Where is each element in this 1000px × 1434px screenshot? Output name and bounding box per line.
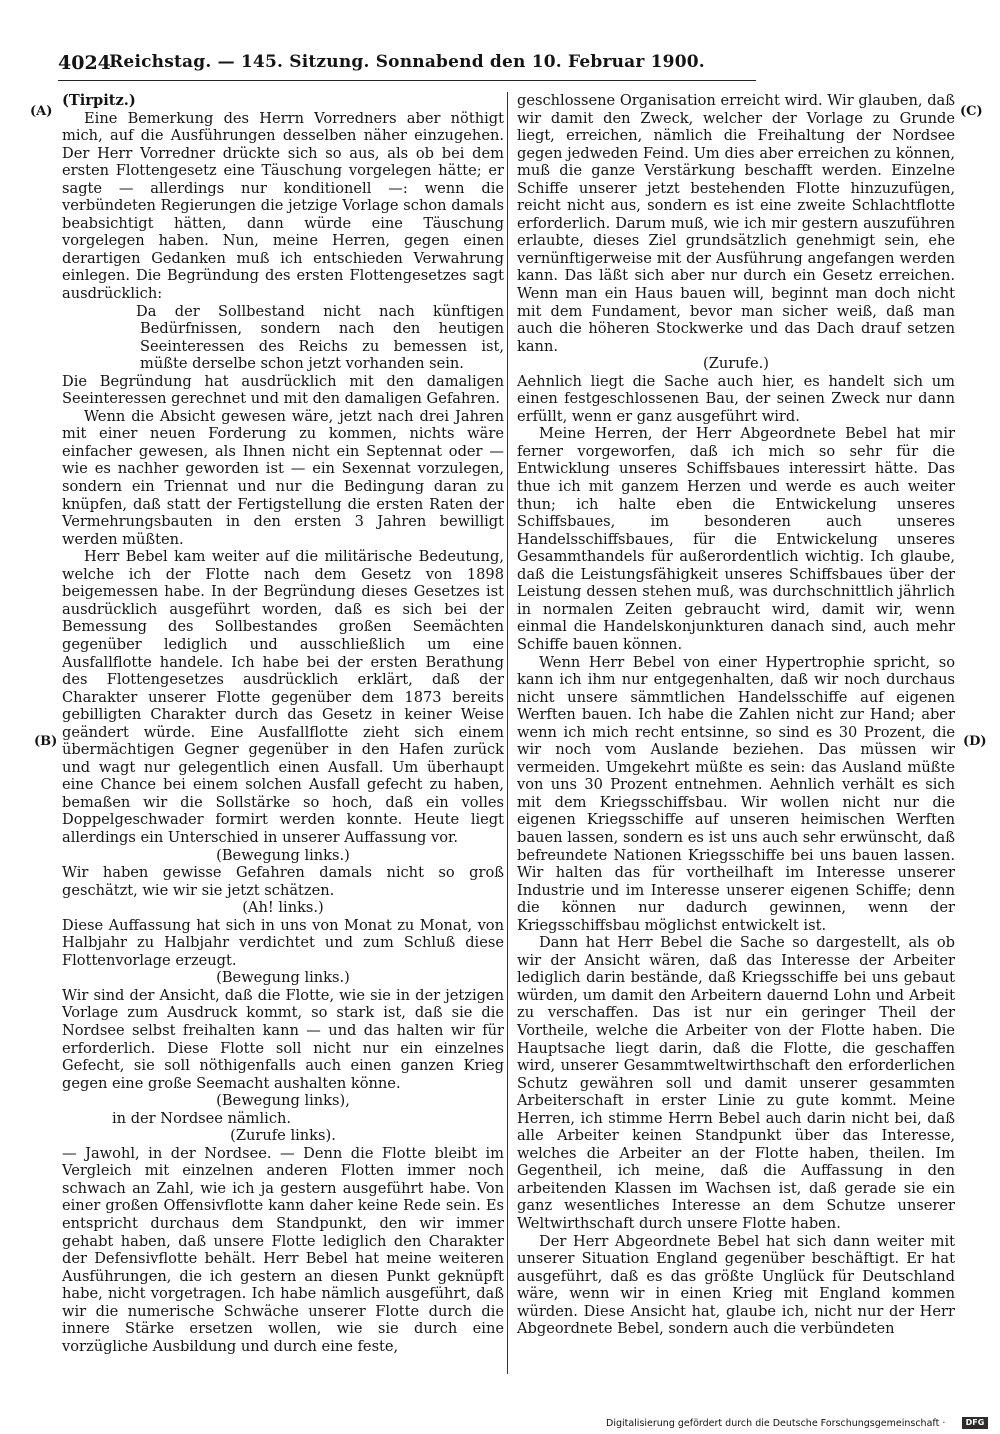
dfg-logo: DFG: [962, 1417, 988, 1429]
running-title: Reichstag. — 145. Sitzung. Sonnabend den 10. Februar 1900.: [109, 52, 705, 72]
left-column: [62, 92, 504, 1355]
paragraph: Wenn die Absicht gewesen wäre, jetzt nach drei Jahren mit einer neuen Forderung zu kommen, nichts wäre einfacher gewesen, als Ihnen nicht ein Septennat oder — wie es nachher geworden ist — ein Sexennat vorzulegen, sondern ein Triennat und nur die Bedingung daran zu knüpfen, daß statt der Fertigstellung die ersten Raten der Vermehrungsbauten in den ersten 3 Jahren bewilligt werden müßten.: [62, 407, 504, 548]
interjection: (Bewegung links.): [216, 969, 350, 987]
interjection: (Ah! links.): [242, 899, 324, 917]
margin-marker-a: (A): [30, 104, 53, 119]
page-number: 4024: [58, 52, 111, 74]
paragraph: Wir haben gewisse Gefahren damals nicht so groß geschätzt, wie wir sie jetzt schätzen.: [62, 864, 504, 899]
page-header: [58, 50, 756, 81]
column-divider: [507, 92, 508, 1374]
paragraph: in der Nordsee nämlich.: [112, 1109, 292, 1127]
paragraph: Eine Bemerkung des Herrn Vorredners aber nöthigt mich, auf die Ausführungen desselben näher einzugehen. Der Herr Vorredner drückte sich so aus, als ob bei dem ersten Flottengesetz eine Täuschung vorgelegen hätte; er sagte — allerdings nur konditionell —: wenn die verbündeten Regierungen die jetzige Vorlage schon damals beabsichtigt hätten, dann würde eine Täuschung vorgelegen haben. Nun, meine Herren, gegen einen derartigen Gedanken muß ich entschieden Verwahrung einlegen. Die Begründung des ersten Flottengesetzes sagt ausdrücklich:: [62, 109, 504, 303]
interjection: (Bewegung links),: [216, 1092, 350, 1110]
quoted-passage: Da der Sollbestand nicht nach künftigen Bedürfnissen, sondern nach den heutigen Seeinteressen des Reichs zu bemessen ist, müßte derselbe schon jetzt vorhanden sein.: [136, 302, 504, 373]
margin-marker-d: (D): [963, 734, 987, 749]
interjection: (Zurufe links).: [230, 1127, 336, 1145]
interjection: (Zurufe.): [703, 355, 769, 373]
paragraph: Meine Herren, der Herr Abgeordnete Bebel hat mir ferner vorgeworfen, daß ich mich so sehr für die Entwicklung unseres Schiffsbaues interessirt hätte. Das thue ich mit ganzem Herzen und werde es auch weiter thun; ich halte eben die Entwickelung unseres Schiffsbaues, im besonderen auch unseres Handelsschiffsbaues, für die Entwickelung unseres Gesammthandels für außerordentlich wichtig. Ich glaube, daß die Leistungsfähigkeit unseres Schiffsbaues über der Leistung dessen stehen muß, was durchschnittlich jährlich in normalen Zeiten gebraucht wird, damit wir, wenn einmal die Handelskonjunkturen danach sind, auch mehr Schiffe bauen können.: [517, 425, 955, 653]
paragraph: Herr Bebel kam weiter auf die militärische Bedeutung, welche ich der Flotte nach dem Gesetz von 1898 beigemessen habe. In der Begründung dieses Gesetzes ist ausdrücklich ausgeführt worden, daß es sich bei der Bemessung des Sollbestandes großen Seemächten gegenüber lediglich und ausschließlich um eine Ausfallflotte handele. Ich habe bei der ersten Berathung des Flottengesetzes ausdrücklich erklärt, daß der Charakter unserer Flotte gegenüber dem 1873 bereits gebilligten Charakter durch das Gesetz in keiner Weise geändert würde. Eine Ausfallflotte zieht sich einem übermächtigen Gegner gegenüber in den Hafen zurück und wagt nur gelegentlich einen Ausfall. Um überhaupt eine Chance bei einem solchen Ausfall gefecht zu haben, bemaßen wir die Sollstärke so hoch, daß ein volles Doppelgeschwader formirt werden konnte. Heute liegt allerdings ein Unterschied in unserer Auffassung vor.: [62, 548, 504, 846]
paragraph: Die Begründung hat ausdrücklich mit den damaligen Seeinteressen gerechnet und mit den damaligen Gefahren.: [62, 372, 504, 408]
right-column: [517, 92, 955, 1338]
margin-marker-b: (B): [34, 734, 58, 749]
paragraph: Wir sind der Ansicht, daß die Flotte, wie sie in der jetzigen Vorlage zum Ausdruck kommt, so stark ist, daß sie die Nordsee selbst freihalten kann — und das halten wir für erforderlich. Diese Flotte soll nicht nur ein einzelnes Gefecht, sie soll nöthigenfalls auch einen ganzen Krieg gegen eine große Seemacht aushalten könne.: [62, 986, 504, 1092]
paragraph: geschlossene Organisation erreicht wird. Wir glauben, daß wir damit den Zweck, welcher der Vorlage zu Grunde liegt, erreichen, nämlich die Freihaltung der Nordsee gegen jedweden Feind. Um dies aber erreichen zu können, muß die ganze Verstärkung beschafft werden. Einzelne Schiffe unserer jetzt bestehenden Flotte hinzuzufügen, reicht nicht aus, sondern es ist eine zweite Schlachtflotte erforderlich. Darum muß, wie ich mir gestern auszuführen erlaubte, dieses Ziel grundsätzlich genehmigt sein, ehe vernünftigerweise mit der Ausführung angefangen werden kann. Das läßt sich aber nur durch ein Gesetz erreichen. Wenn man ein Haus bauen will, beginnt man doch nicht mit dem Fundament, bevor man sicher weiß, daß man auch die höheren Stockwerke und das Dach drauf setzen kann.: [517, 92, 955, 355]
paragraph: Dann hat Herr Bebel die Sache so dargestellt, als ob wir der Ansicht wären, daß das Interesse der Arbeiter lediglich darin bestände, daß Kriegsschiffe bei uns gebaut würden, um damit den Arbeitern dauernd Lohn und Arbeit zu verschaffen. Das ist nur ein geringer Theil der Vortheile, welche die Arbeiter von der Flotte haben. Die Hauptsache liegt darin, daß die Flotte, die geschaffen wird, unserer Gesammtweltwirthschaft den erforderlichen Schutz gewähren soll und damit unserer gesammten Arbeiterschaft in erster Linie zu gute kommt. Meine Herren, ich stimme Herrn Bebel auch darin nicht bei, daß alle Arbeiter keinen Standpunkt über das Interesse, welches die Arbeiter an der Flotte haben, theilen. Im Gegentheil, ich meine, daß die Auffassung in den arbeitenden Klassen im Wachsen ist, daß gerade sie ein ganz wesentliches Interesse an dem Schutze unserer Weltwirthschaft durch unsere Flotte haben.: [517, 934, 955, 1232]
paragraph: Diese Auffassung hat sich in uns von Monat zu Monat, von Halbjahr zu Halbjahr verdichtet und zum Schluß diese Flottenvorlage erzeugt.: [62, 916, 504, 969]
paragraph: Wenn Herr Bebel von einer Hypertrophie spricht, so kann ich ihm nur entgegenhalten, daß wir noch durchaus nicht unsere sämmtlichen Handelsschiffe auf eigenen Werften bauen. Ich habe die Zahlen nicht zur Hand; aber wenn ich mich recht entsinne, so sind es 30 Prozent, die wir noch vom Auslande beziehen. Das müssen wir vermeiden. Umgekehrt müßte es sein: das Ausland müßte von uns 30 Prozent entnehmen. Aehnlich verhält es sich mit dem Kriegsschiffsbau. Wir wollen nicht nur die eigenen Kriegsschiffe auf unseren heimischen Werften bauen lassen, sondern es ist uns auch sehr erwünscht, daß befreundete Nationen Kriegsschiffe bei uns bauen lassen. Wir halten das für vortheilhaft im Interesse unserer Industrie und im Interesse unserer eigenen Schiffe; denn die können nur dadurch gewinnen, wenn der Kriegsschiffsbau möglichst entwickelt ist.: [517, 653, 955, 934]
paragraph: — Jawohl, in der Nordsee. — Denn die Flotte bleibt im Vergleich mit einzelnen anderen Flotten immer noch schwach an Zahl, wie ich ja gestern ausgeführt habe. Von einer großen Offensivflotte kann daher keine Rede sein. Es entspricht durchaus dem Standpunkt, den wir immer gehabt haben, daß unsere Flotte lediglich den Charakter der Defensivflotte behält. Herr Bebel hat meine weiteren Ausführungen, die ich gestern an diesen Punkt geknüpft habe, nicht vorgetragen. Ich habe nämlich ausgeführt, daß wir die numerische Schwäche unserer Flotte durch die innere Stärke ersetzen wollen, wie sie durch eine vorzügliche Ausbildung und durch eine feste,: [62, 1144, 504, 1355]
digitization-credit: Digitalisierung gefördert durch die Deutsche Forschungsgemeinschaft ·: [606, 1418, 946, 1429]
speaker-label: (Tirpitz.): [62, 92, 136, 109]
margin-marker-c: (C): [960, 104, 983, 119]
interjection: (Bewegung links.): [216, 846, 350, 864]
paragraph: Aehnlich liegt die Sache auch hier, es handelt sich um einen festgeschlossenen Bau, der seinen Zweck nur dann erfüllt, wenn er ganz ausgeführt wird.: [517, 372, 955, 425]
paragraph: Der Herr Abgeordnete Bebel hat sich dann weiter mit unserer Situation England gegenüber beschäftigt. Er hat ausgeführt, daß es das größte Unglück für Deutschland wäre, wenn wir in einen Krieg mit England kommen würden. Diese Ansicht hat, glaube ich, nicht nur der Herr Abgeordnete Bebel, sondern auch die verbündeten: [517, 1232, 955, 1338]
